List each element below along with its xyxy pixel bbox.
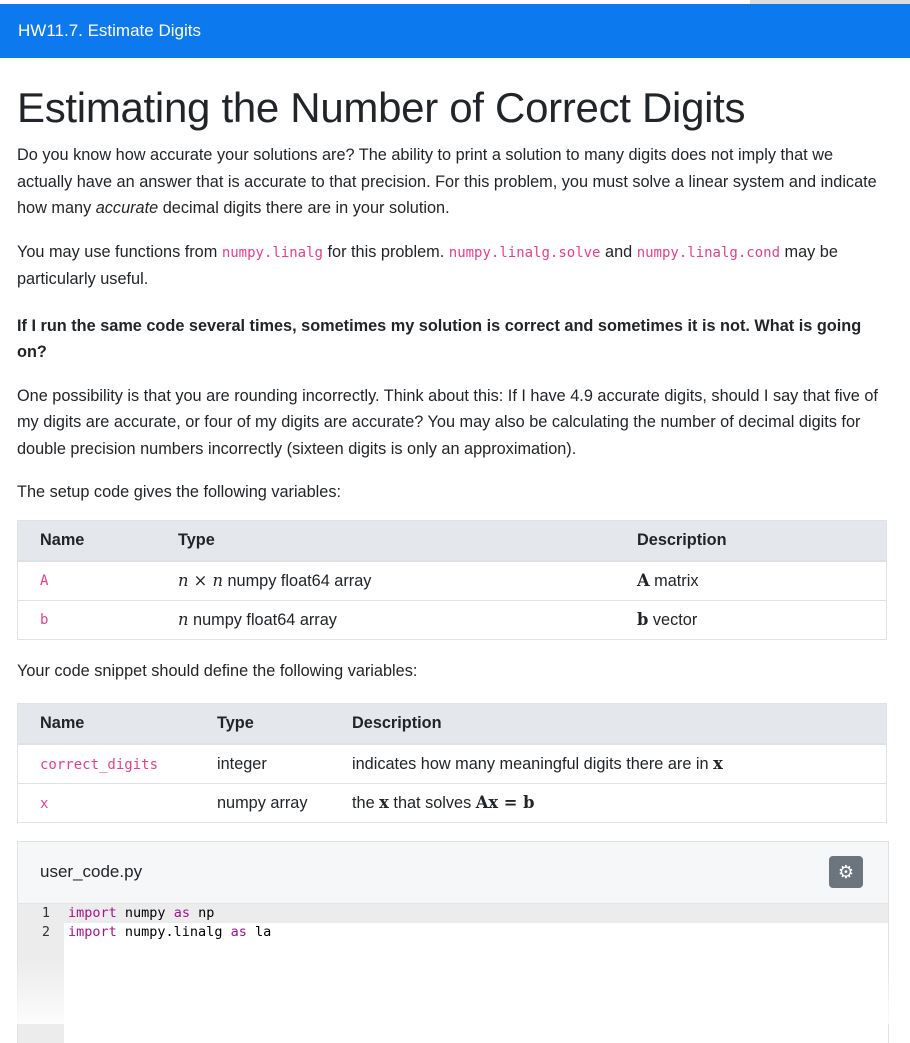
- faq-answer: One possibility is that you are rounding incorrectly. Think about this: If I have 4.9 accurate digits, should I say that five of my digits are accurate, or four of my digits are accurate? You may also be calculating the number of decimal digits for double precision numbers incorrectly (sixteen digits is only an approximation).: [17, 386, 878, 458]
- faq-question: If I run the same code several times, sometimes my solution is correct and sometimes it is not. What is going on?: [17, 316, 862, 361]
- header-title: HW11.7. Estimate Digits: [18, 21, 201, 40]
- line-number: 2: [41, 924, 50, 940]
- variable-description: [330, 784, 887, 823]
- table-row: [18, 784, 887, 823]
- keyword: as: [230, 924, 247, 940]
- keyword: import: [68, 905, 117, 921]
- variable-name-code: A: [40, 573, 49, 589]
- functions-paragraph: [17, 239, 887, 293]
- page-title: Estimating the Number of Correct Digits: [17, 84, 746, 131]
- table-row: [18, 561, 887, 601]
- functions-text-end: may be particularly useful.: [17, 242, 838, 288]
- editor-filename: user_code.py: [40, 862, 143, 881]
- table-header-row: [18, 704, 887, 745]
- variable-type: [156, 600, 615, 639]
- line-number: 1: [41, 905, 50, 921]
- column-header: Type: [195, 704, 330, 745]
- define-intro: Your code snippet should define the following variables:: [17, 661, 418, 680]
- variable-name-code: x: [40, 795, 49, 812]
- column-header: Type: [156, 520, 615, 561]
- variable-name: [18, 561, 157, 601]
- code-linalg-solve: numpy.linalg.solve: [448, 244, 601, 261]
- column-header: Description: [330, 704, 887, 745]
- desc-equation: Ax = b: [475, 793, 535, 812]
- alias-name: np: [189, 905, 215, 921]
- code-line[interactable]: [18, 904, 888, 923]
- define-variables-table: [17, 703, 887, 823]
- variable-name: [18, 784, 196, 823]
- editor-settings-button[interactable]: [829, 856, 863, 888]
- keyword: import: [68, 924, 117, 940]
- variable-name: [18, 600, 157, 639]
- module-name: numpy: [116, 905, 174, 921]
- desc-math: x: [379, 793, 389, 812]
- table-row: [18, 600, 887, 639]
- desc-math: b: [637, 609, 649, 629]
- variable-name-code: b: [40, 612, 49, 628]
- keyword: as: [173, 905, 190, 921]
- type-math: n × n: [178, 570, 223, 590]
- line-code: [68, 904, 214, 923]
- variable-name-code: correct_digits: [40, 756, 159, 773]
- type-math: n: [178, 609, 189, 629]
- setup-intro: The setup code gives the following variables:: [17, 483, 342, 501]
- functions-text-mid: for this problem.: [322, 242, 449, 261]
- variable-description: [615, 561, 887, 601]
- type-text: numpy float64 array: [188, 610, 337, 629]
- table-header-row: [18, 520, 887, 561]
- code-linalg-cond: numpy.linalg.cond: [636, 244, 780, 261]
- code-input-area[interactable]: [18, 903, 888, 1043]
- table-row: [18, 744, 887, 784]
- type-text: numpy float64 array: [222, 571, 372, 590]
- variable-name: [18, 744, 196, 784]
- desc-math: A: [637, 570, 650, 590]
- desc-text: matrix: [649, 571, 699, 590]
- intro-text: Do you know how accurate your solutions are? The ability to print a solution to many digits does not imply that we actually have an answer that is accurate to that precision. For this problem, you must solve a linear system and indicate how many: [17, 146, 877, 217]
- main-content: [17, 58, 887, 1043]
- desc-math: x: [713, 754, 723, 773]
- desc-text: the: [352, 794, 380, 812]
- column-header: Name: [18, 704, 196, 745]
- desc-text: vector: [648, 610, 698, 629]
- variable-description: [615, 600, 887, 639]
- functions-text-and: and: [600, 242, 637, 261]
- code-numpy-linalg: numpy.linalg: [221, 244, 323, 261]
- module-name: numpy.linalg: [116, 924, 231, 940]
- alias-name: la: [246, 924, 272, 940]
- desc-text-mid: that solves: [388, 794, 476, 812]
- intro-paragraph: [17, 142, 887, 222]
- setup-variables-table: [17, 520, 887, 640]
- variable-description: [330, 744, 887, 784]
- gear-icon: ⚙: [837, 862, 855, 882]
- variable-type: integer: [195, 744, 330, 784]
- desc-text: indicates how many meaningful digits there are in: [352, 755, 714, 773]
- column-header: Description: [615, 520, 887, 561]
- functions-text: You may use functions from: [17, 242, 222, 261]
- variable-type: numpy array: [195, 784, 330, 823]
- intro-emphasis: accurate: [95, 199, 159, 217]
- column-header: Name: [18, 520, 157, 561]
- code-editor-card: [17, 841, 889, 1043]
- variable-type: [156, 561, 615, 601]
- page-header: [0, 4, 910, 58]
- intro-text-end: decimal digits there are in your solution.: [158, 199, 450, 217]
- line-code: [68, 923, 271, 942]
